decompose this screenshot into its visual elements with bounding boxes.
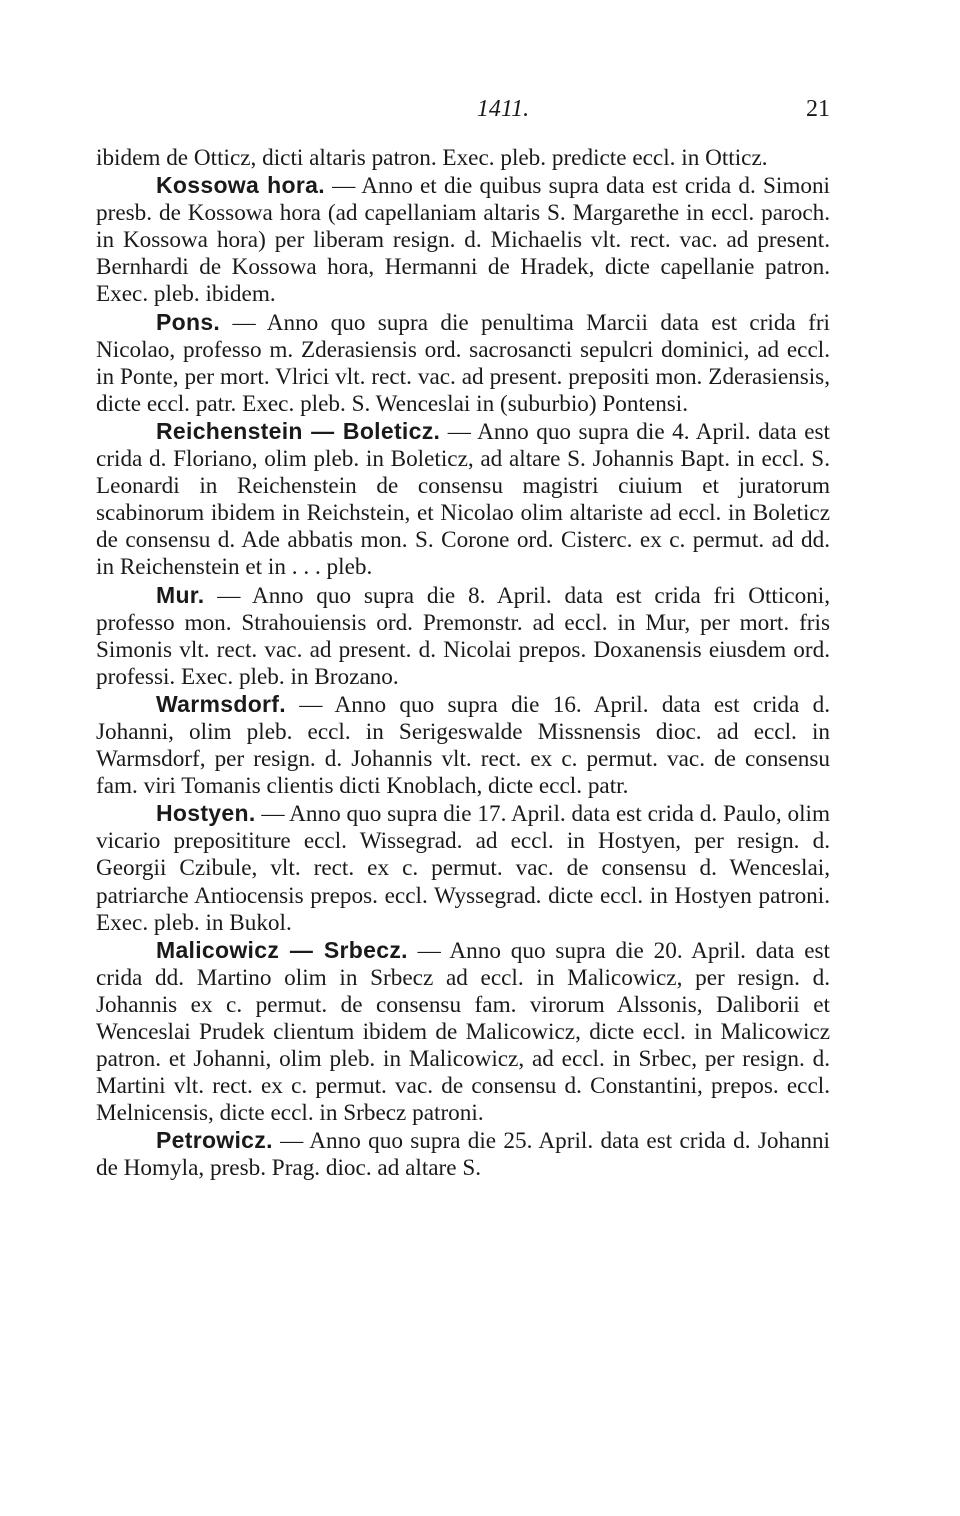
entry-pons (96, 309, 830, 418)
place-name: Mur. (156, 581, 205, 608)
entry-text: — Anno et die quibus supra data est crida d. Simoni presb. de Kossowa hora (ad capellaniam altaris S. Margarethe in eccl. paroch. in Kossowa hora) per liberam resign. d. Michaelis vlt. rect. vac. ad present. Bernhardi de Kossowa hora, Hermanni de Hradek, dicte capellanie patron. Exec. pleb. ibidem. (96, 173, 830, 308)
page-year: 1411. (476, 96, 530, 122)
entry-text: — Anno quo supra die penultima Marcii data est crida fri Nicolao, professo m. Zderasiensis ord. sacrosancti sepulcri dominici, ad eccl. in Ponte, per mort. Vlrici vlt. rect. vac. ad present. prepositi mon. Zderasiensis, dicte eccl. patr. Exec. pleb. S. Wenceslai in (suburbio) Pontensi. (96, 309, 830, 417)
intro-paragraph: ibidem de Otticz, dicti altaris patron. Exec. pleb. predicte eccl. in Otticz. (96, 145, 768, 171)
entry-text: — Anno quo supra die 17. April. data est crida d. Paulo, olim vicario preposititure eccl. Wissegrad. ad eccl. in Hostyen, per resign. d. Georgii Czibule, vlt. rect. ex c. permut. vac. de consensu d. Wenceslai, patriarche Antiocensis prepos. eccl. Wyssegrad. dicte eccl. in Hostyen patroni. Exec. pleb. in Bukol. (96, 801, 830, 936)
place-name: Malicowicz — Srbecz. (156, 936, 408, 963)
entry-text: — Anno quo supra die 8. April. data est crida fri Otticoni, professo mon. Strahouiensis ord. Premonstr. ad eccl. in Mur, per mort. fris Simonis vlt. rect. vac. ad present. d. Nicolai prepos. Doxanensis eiusdem ord. professi. Exec. pleb. in Brozano. (96, 582, 830, 690)
place-name: Pons. (156, 308, 221, 335)
entry-text: — Anno quo supra die 20. April. data est crida dd. Martino olim in Srbecz ad eccl. in Malicowicz, per resign. d. Johannis ex c. permut. de consensu fam. virorum Alssonis, Daliborii et Wenceslai Prudek clientum ibidem de Malicowicz, dicte eccl. in Malicowicz patron. et Johanni, olim pleb. in Malicowicz, ad eccl. in Srbec, per resign. d. Martini vlt. rect. ex c. permut. vac. de consensu d. Constantini, prepos. eccl. Melnicensis, dicte eccl. in Srbecz patroni. (96, 937, 830, 1127)
place-name: Hostyen. (156, 800, 256, 827)
entry-text: — Anno quo supra die 4. April. data est crida d. Floriano, olim pleb. in Boleticz, ad altare S. Johannis Bapt. in eccl. S. Leonardi in Reichenstein de consensu magistri ciuium et juratorum scabinorum ibidem in Reichstein, et Nicolao olim altariste ad eccl. in Boleticz de consensu d. Ade abbatis mon. S. Corone ord. Cisterc. ex c. permut. ad dd. in Reichenstein et in . . . pleb. (96, 418, 830, 581)
entry-text: — Anno quo supra die 16. April. data est crida d. Johanni, olim pleb. eccl. in Serigeswalde Missnensis dioc. ad eccl. in Warmsdorf, per resign. d. Johannis vlt. rect. ex c. permut. vac. de consensu fam. viri Tomanis clientis dicti Knoblach, dicte eccl. patr. (96, 691, 830, 800)
page-header (96, 96, 830, 140)
place-name: Kossowa hora. (156, 172, 325, 199)
entry-petrowicz (96, 1127, 830, 1182)
entry-mur (96, 582, 830, 691)
place-name: Warmsdorf. (156, 690, 286, 717)
entry-warmsdorf (96, 691, 830, 800)
entry-malicowicz-srbecz (96, 937, 830, 1128)
page-number: 21 (806, 96, 830, 122)
entry-hostyen (96, 800, 830, 936)
entry-text: — Anno quo supra die 25. April. data est crida d. Johanni de Homyla, presb. Prag. dioc. ad altare S. (96, 1128, 830, 1182)
entry-reichenstein-boleticz (96, 418, 830, 582)
body-text (96, 145, 830, 1183)
entry-kossowa-hora (96, 172, 830, 308)
place-name: Reichenstein — Boleticz. (156, 417, 441, 444)
place-name: Petrowicz. (156, 1127, 273, 1154)
